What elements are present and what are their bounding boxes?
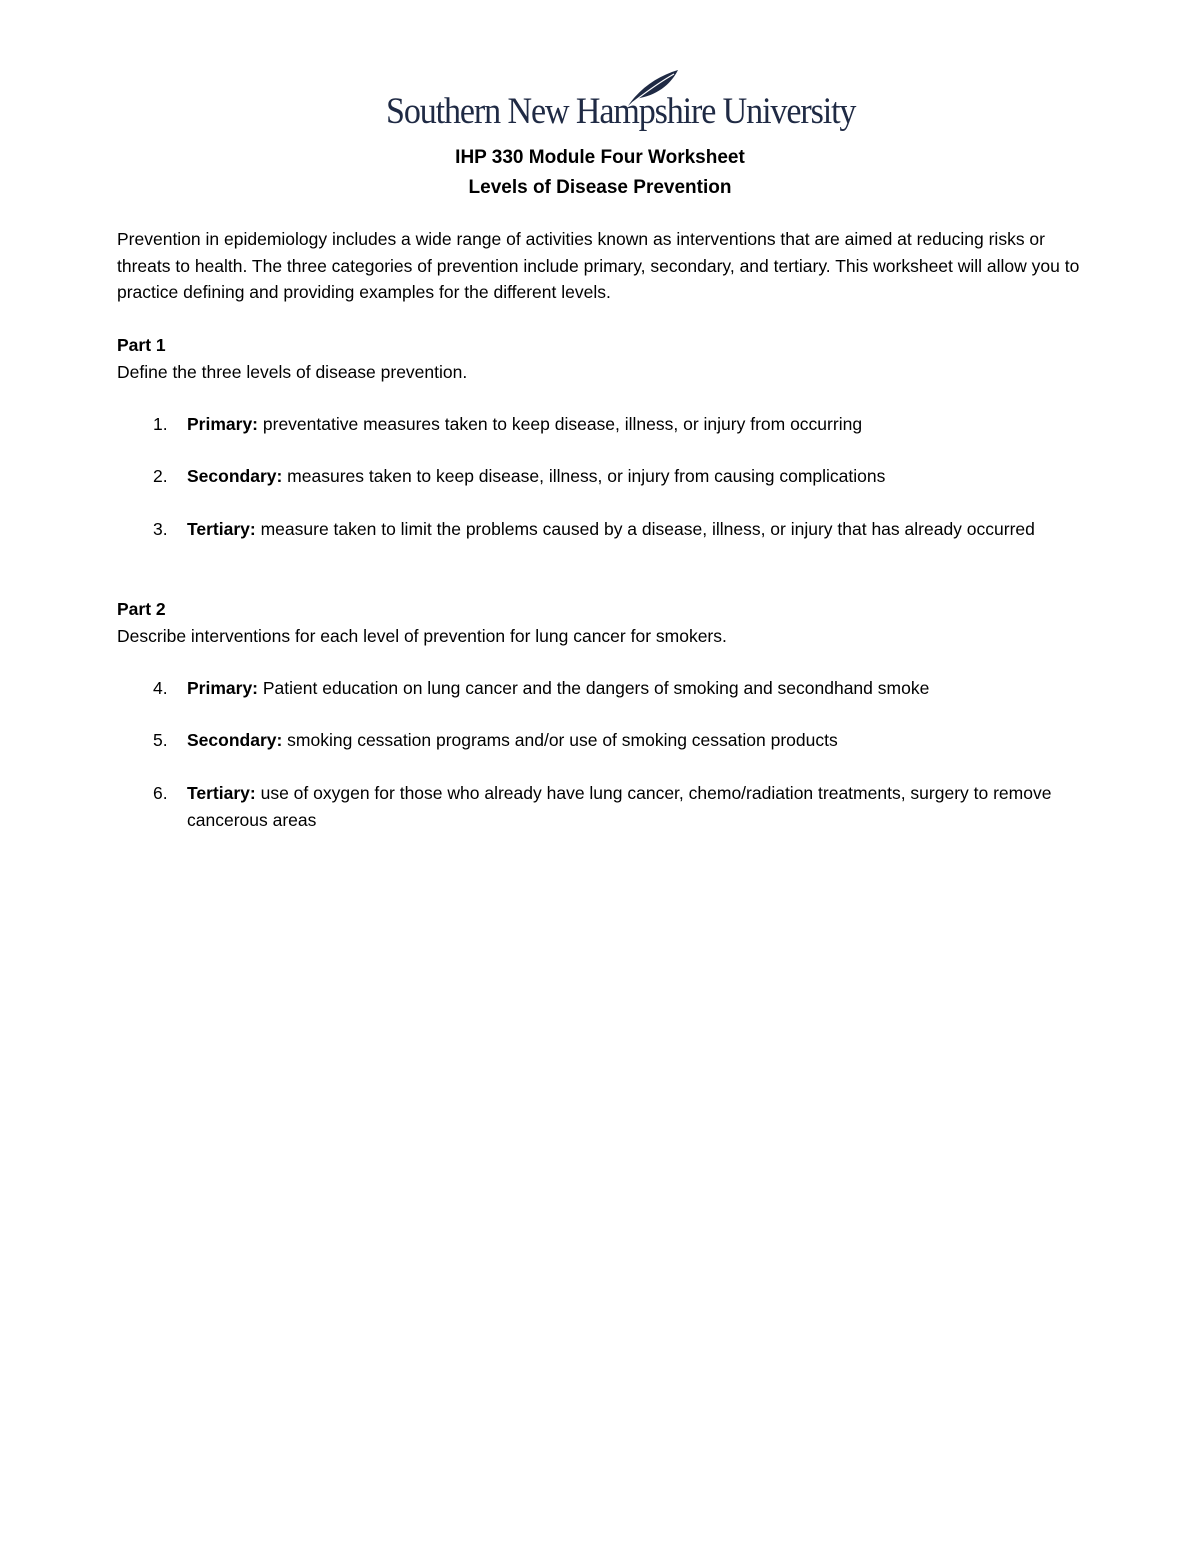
intro-paragraph: Prevention in epidemiology includes a wide range of activities known as interventions that are aimed at reducing risks or threats to health. The three categories of prevention include primary, secondary, and tertiary. This worksheet will allow you to practice defining and providing examples for the different levels. [117, 229, 1080, 302]
list-item [117, 675, 1097, 702]
list-number: 2. [153, 466, 168, 486]
list-text: measure taken to limit the problems caused by a disease, illness, or injury that has already occurred [255, 519, 1035, 539]
list-number: 5. [153, 730, 168, 750]
part1-section [117, 332, 1097, 385]
title-line-1: IHP 330 Module Four Worksheet [455, 147, 745, 168]
university-logo [386, 66, 856, 138]
part2-heading: Part 2 [117, 599, 166, 619]
list-item [117, 516, 1097, 543]
part1-instruction: Define the three levels of disease prevention. [117, 361, 468, 382]
list-item [117, 727, 1097, 754]
list-number: 1. [153, 414, 168, 434]
list-number: 6. [153, 783, 168, 803]
list-text: smoking cessation programs and/or use of smoking cessation products [282, 730, 838, 750]
list-label: Secondary: [187, 466, 283, 486]
part2-instruction: Describe interventions for each level of prevention for lung cancer for smokers. [117, 625, 727, 646]
list-label: Tertiary: [187, 519, 256, 539]
list-number: 4. [153, 678, 168, 698]
title-line-2: Levels of Disease Prevention [468, 177, 732, 198]
list-label: Tertiary: [187, 783, 256, 803]
part1-heading: Part 1 [117, 335, 166, 355]
list-item [117, 780, 1097, 833]
list-text: preventative measures taken to keep disease, illness, or injury from occurring [258, 414, 863, 434]
list-item [117, 411, 1097, 438]
part2-section [117, 596, 1097, 649]
list-label: Primary: [187, 678, 259, 698]
university-wordmark: Southern New Hampshire University [386, 91, 856, 132]
list-text: Patient education on lung cancer and the dangers of smoking and secondhand smoke [258, 678, 930, 698]
list-item [117, 463, 1097, 490]
list-text: use of oxygen for those who already have lung cancer, chemo/radiation treatments, surgery to remove cancerous areas [187, 783, 1052, 830]
list-label: Primary: [187, 414, 259, 434]
list-label: Secondary: [187, 730, 283, 750]
list-text: measures taken to keep disease, illness, or injury from causing complications [282, 466, 886, 486]
worksheet-title [0, 143, 1200, 203]
list-number: 3. [153, 519, 168, 539]
